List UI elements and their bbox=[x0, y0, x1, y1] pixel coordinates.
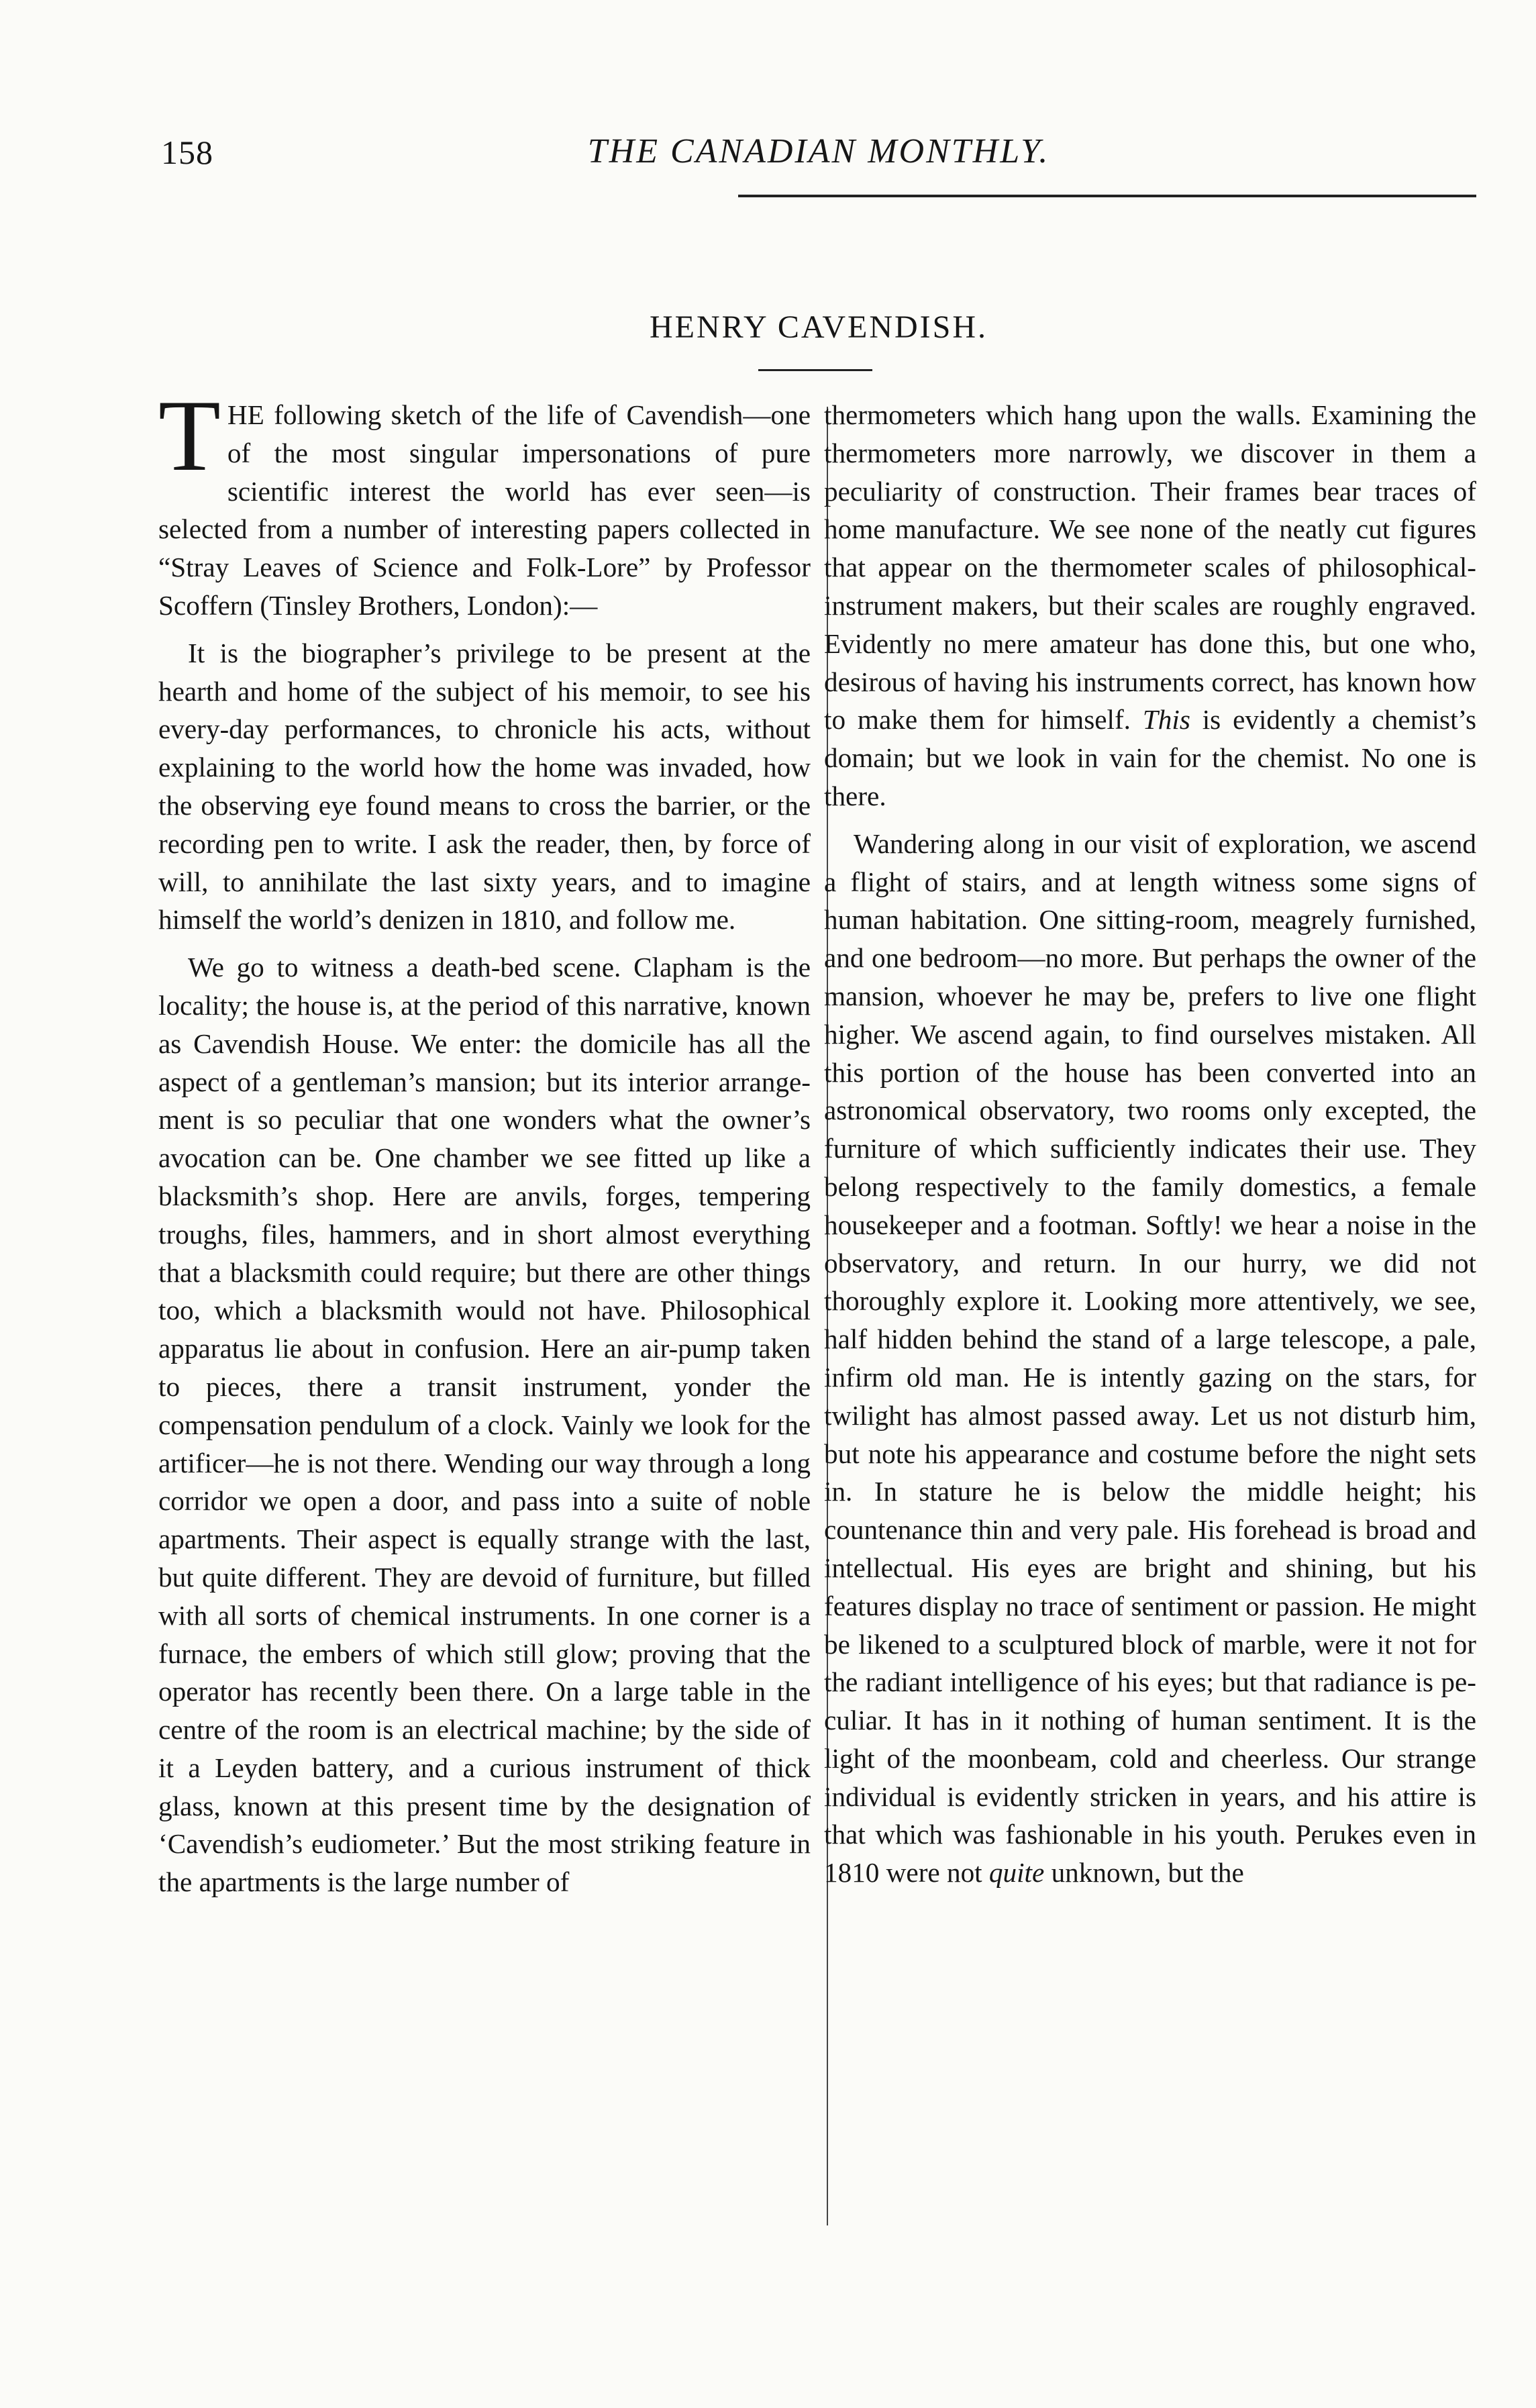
intro-text: HE following sketch of the life of Cavendish—one of the most singular impersonations of pure scientific interest the world has ever seen—is selected from a number of interesting papers collected in “Stray Leaves of Science and Folk-Lore” by Professor Scoffern (Tinsley Brothers, London):— bbox=[158, 399, 811, 621]
right-column bbox=[824, 396, 1476, 2221]
header-rule bbox=[738, 195, 1476, 197]
paragraph bbox=[824, 825, 1476, 1892]
paragraph: It is the biographer’s privilege to be present at the hearth and home of the subject of his memoir, to see his every-day performances, to chronicle his acts, without explaining to the world how the home was invaded, how the observing eye found means to cross the barrier, or the recording pen to write. I ask the reader, then, by force of will, to annihilate the last sixty years, and to imagine himself the world’s denizen in 1810, and follow me. bbox=[158, 637, 811, 936]
italic-text: This bbox=[1142, 704, 1190, 736]
paragraph: We go to witness a death-bed scene. Clapham is the locality; the house is, at the period of this narrative, known as Cavendish House. We enter: the domicile has all the aspect of a gentleman’s mansion; but its interior arrangement is so peculiar that one wonders what the owner’s avocation can be. One chamber we see fitted up like a blacksmith’s shop. Here are anvils, forges, tempering troughs, files, hammers, and in short almost everything that a blacksmith could require; but there are other things too, which a blacksmith would not have. Philosophical apparatus lie about in confusion. Here an air-pump taken to pieces, there a transit instrument, yonder the compensation pendulum of a clock. Vainly we look for the artificer—he is not there. Wending our way through a long corridor we open a door, and pass into a suite of noble apartments. Their aspect is equally strange with the last, but quite different. They are devoid of furniture, but filled with all sorts of chemical instruments. In one corner is a furnace, the embers of which still glow; proving that the operator has recently been there. On a large table in the centre of the room is an electrical machine; by the side of it a Leyden battery, and a curious instrument of thick glass, known at this present time by the designation of ‘Cavendish’s eudiometer.’ But the most striking feature in the apartments is the large number of bbox=[158, 952, 811, 1898]
title-rule bbox=[758, 369, 872, 371]
italic-text: quite bbox=[988, 1857, 1045, 1889]
article-body bbox=[158, 379, 1476, 2221]
text-run: unknown, but the bbox=[1044, 1857, 1244, 1889]
intro-paragraph bbox=[158, 379, 811, 625]
text-run: thermometers which hang upon the walls. Examining the thermometers more narrowly, we discover in them a peculiarity of construction. Their frames bear traces of home manufacture. We see none of the neatly cut figures that appear on the thermometer scales of philosophical-instrument makers, but their scales are roughly engraved. Evidently no mere amateur has done this, but one who, desirous of having his instruments correct, has known how to make them for himself. bbox=[824, 399, 1476, 736]
text-run: Wandering along in our visit of exploration, we ascend a flight of stairs, and at length witness some signs of human habitation. One sitting-room, meagrely furnished, and one bedroom—no more. But perhaps the owner of the mansion, whoever he may be, prefers to live one flight higher. We ascend again, to find ourselves mistaken. All this portion of the house has been converted into an astronomical observatory, two rooms only excepted, the furniture of which sufficiently indicates their use. They belong respectively to the family domestics, a female housekeeper and a footman. Softly! we hear a noise in the observatory, and return. In our hurry, we did not thoroughly explore it. Looking more attentively, we see, half hidden behind the stand of a large telescope, a pale, infirm old man. He is intently gazing on the stars, for twilight has almost passed away. Let us not disturb him, but note his appearance and costume before the night sets in. In stature he is below the middle height; his countenance thin and very pale. His forehead is broad and intellectual. His eyes are bright and shining, but his features display no trace of sentiment or passion. He might be likened to a sculptured block of marble, were it not for the radiant intelligence of his eyes; but that radiance is peculiar. It has in it nothing of human sentiment. It is the light of the moonbeam, cold and cheerless. Our strange individual is evidently stricken in years, and his attire is that which was fashionable in his youth. Perukes even in 1810 were not bbox=[824, 827, 1476, 1889]
left-column bbox=[158, 379, 811, 2221]
continued-paragraph bbox=[824, 396, 1476, 815]
running-header bbox=[161, 118, 1476, 199]
page-number: 158 bbox=[161, 134, 213, 171]
article-title: HENRY CAVENDISH. bbox=[649, 309, 988, 345]
text-run: is evidently a chemist’s domain; but we look in vain for the chemist. No one is there. bbox=[824, 704, 1476, 811]
running-title: THE CANADIAN MONTHLY. bbox=[587, 132, 1050, 170]
drop-cap: T bbox=[158, 379, 221, 492]
